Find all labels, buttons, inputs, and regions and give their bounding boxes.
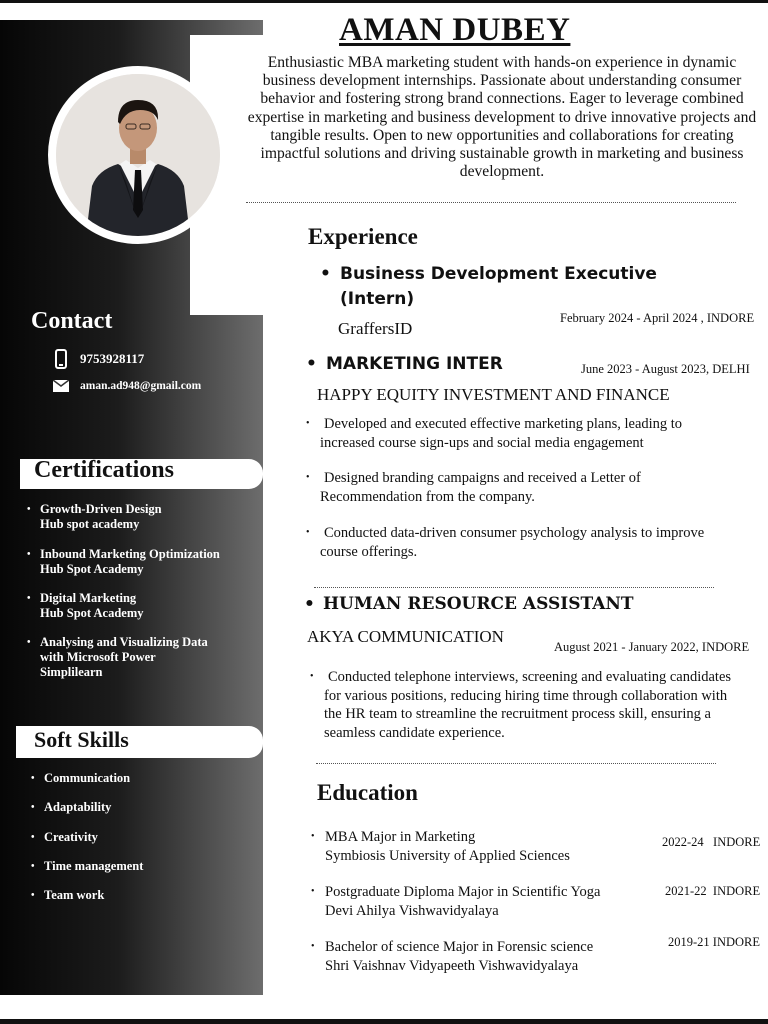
contact-email — [50, 380, 201, 392]
job-title: • HUMAN RESOURCE ASSISTANT — [304, 594, 634, 614]
skill-item: • Communication — [44, 771, 130, 786]
soft-skills-heading: Soft Skills — [34, 727, 129, 752]
education-item: • MBA Major in Marketing Symbiosis University of Applied Sciences — [325, 828, 570, 865]
mail-icon — [50, 380, 72, 392]
phone-icon — [50, 349, 72, 369]
skill-item: • Team work — [44, 888, 104, 903]
job-bullet-item: • Developed and executed effective marketing plans, leading to increased course sign-ups and social media engagement — [320, 415, 682, 452]
job-title: • MARKETING INTER — [306, 354, 503, 374]
education-heading: Education — [317, 780, 418, 805]
job-dates: June 2023 - August 2023, DELHI — [581, 362, 750, 376]
education-meta: 2021-22 INDORE — [665, 884, 761, 898]
certification-item: • Inbound Marketing Optimization Hub Spot Academy — [40, 547, 220, 577]
profile-summary: Enthusiastic MBA marketing student with hands-on experience in dynamic business development internships. Passionate about understanding consumer behavior and fostering strong brand connections. Eager to leverage combined expertise in marketing and business development to drive innovative projects and tangible results. Open to new opportunities and collaborations for creating impactful solutions and driving sustainable growth in marketing and business development. — [247, 54, 757, 181]
education-item: • Postgraduate Diploma Major in Scientific Yoga Devi Ahilya Vishwavidyalaya — [325, 883, 600, 920]
contact-heading: Contact — [31, 308, 113, 334]
person-portrait — [56, 74, 220, 236]
divider — [316, 763, 716, 764]
certification-item: • Analysing and Visualizing Data with Microsoft Power Simplilearn — [40, 635, 208, 680]
contact-phone — [50, 349, 144, 369]
profile-photo — [56, 74, 220, 236]
phone-number[interactable]: 9753928117 — [80, 351, 145, 366]
skill-item: • Creativity — [44, 830, 98, 845]
job-org: HAPPY EQUITY INVESTMENT AND FINANCE — [317, 385, 670, 404]
candidate-name: AMAN DUBEY — [339, 12, 571, 48]
email-address[interactable]: aman.ad948@gmail.com — [80, 380, 202, 392]
top-border — [0, 0, 768, 3]
job-title: • Business Development Executive (Intern) — [320, 264, 657, 309]
experience-heading: Experience — [308, 224, 418, 249]
job-org: GraffersID — [338, 319, 413, 338]
divider — [314, 587, 714, 588]
education-meta: 2019-21 INDORE — [668, 935, 761, 949]
certifications-heading: Certifications — [34, 457, 174, 483]
job-dates: February 2024 - April 2024 , INDORE — [560, 311, 755, 325]
education-meta: 2022-24 INDORE — [662, 835, 761, 849]
job-bullet-item: • Conducted data-driven consumer psychology analysis to improve course offerings. — [320, 524, 704, 561]
bottom-border — [0, 1019, 768, 1024]
skill-item: • Time management — [44, 859, 143, 874]
education-item: • Bachelor of science Major in Forensic science Shri Vaishnav Vidyapeeth Vishwavidyalaya — [325, 938, 593, 975]
bullet: • — [306, 354, 317, 374]
divider — [246, 202, 736, 203]
profile-photo-frame — [48, 66, 228, 244]
certification-item: • Digital Marketing Hub Spot Academy — [40, 591, 144, 621]
skill-item: • Adaptability — [44, 800, 111, 815]
job-dates: August 2021 - January 2022, INDORE — [554, 640, 750, 654]
job-bullet-item: • Designed branding campaigns and received a Letter of Recommendation from the company. — [320, 469, 641, 506]
bullet: • — [304, 594, 315, 614]
job-bullet-item: • Conducted telephone interviews, screening and evaluating candidates for various positions, reducing hiring time through collaboration with the HR team to streamline the recruitment process skill, ensuring a seamless candidate experience. — [324, 668, 731, 742]
certification-item: • Growth-Driven Design Hub spot academy — [40, 502, 162, 532]
bullet: • — [320, 264, 331, 284]
job-org: AKYA COMMUNICATION — [307, 627, 504, 646]
